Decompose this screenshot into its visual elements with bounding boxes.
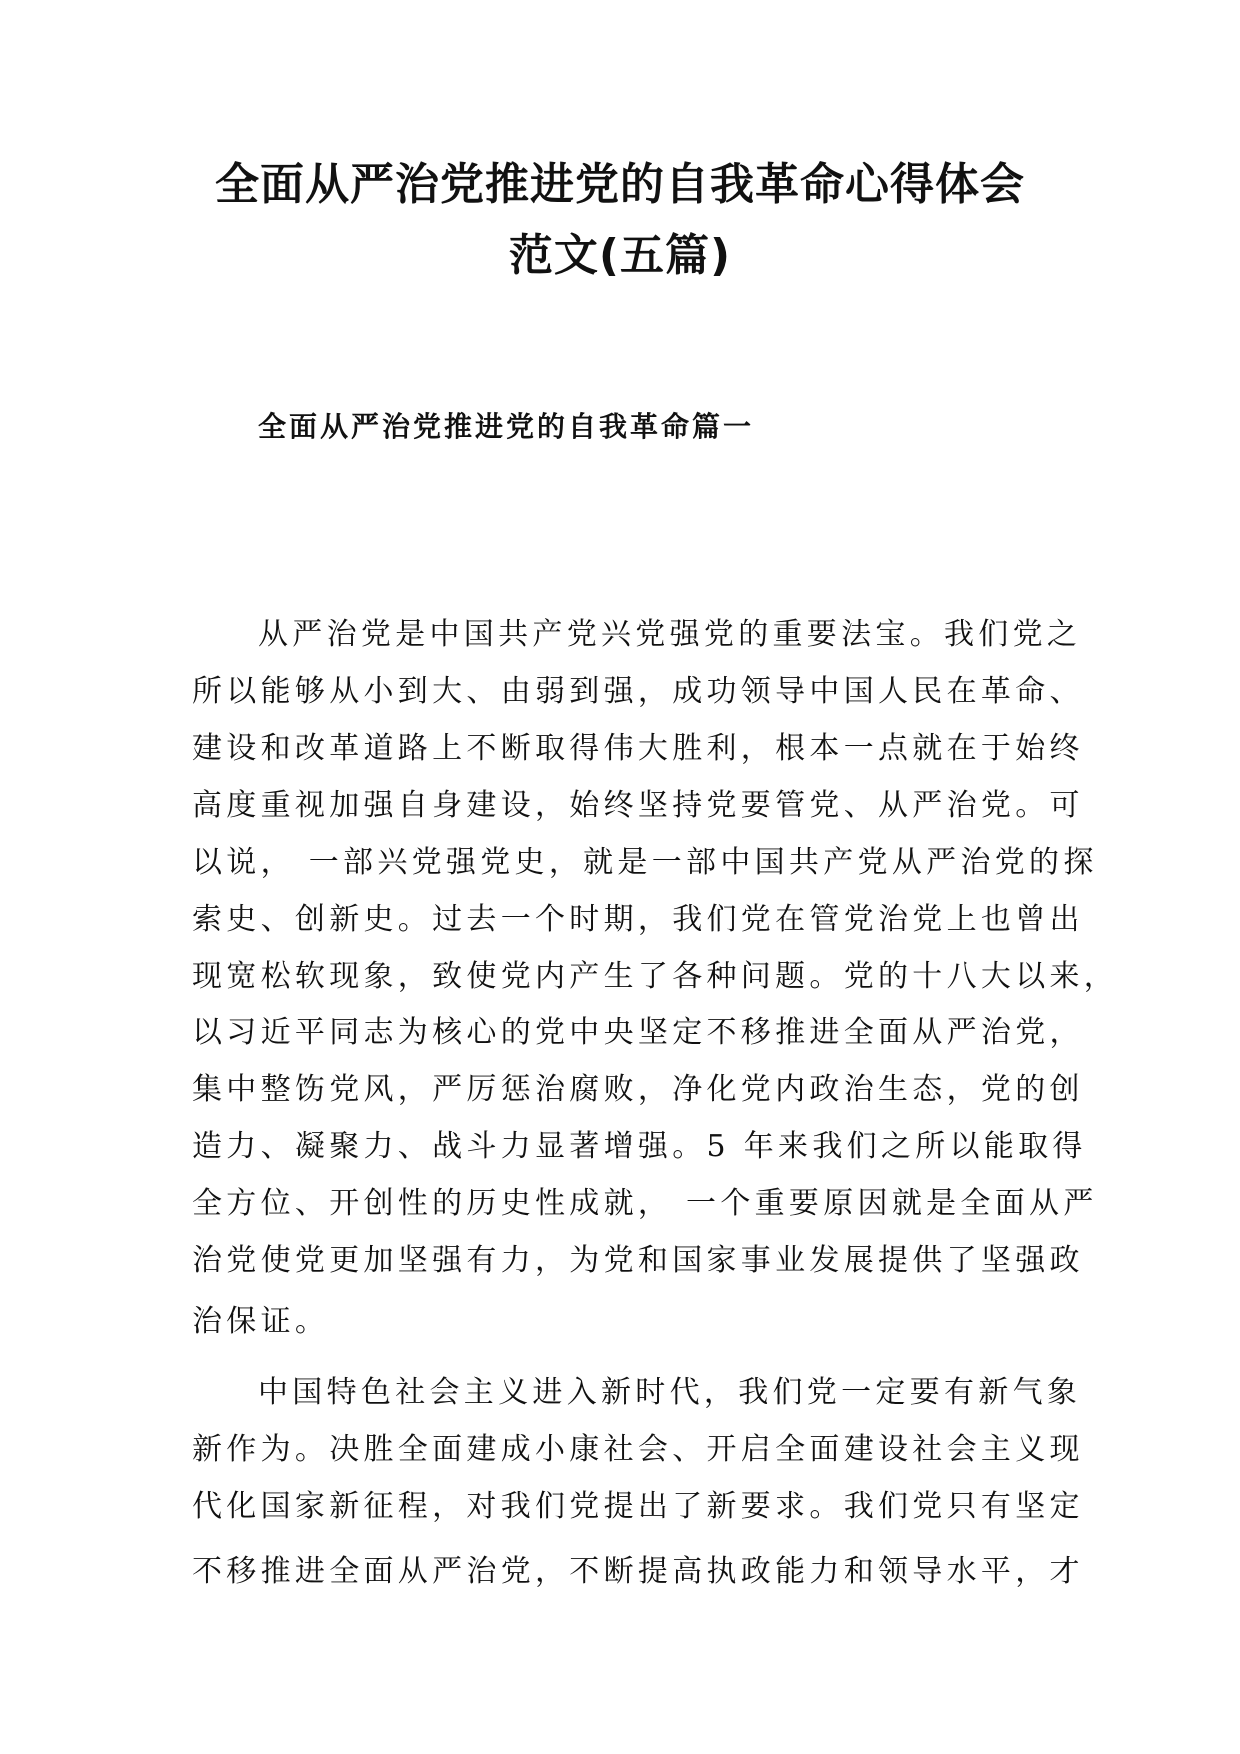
paragraph-1-line: 治党使党更加坚强有力，为党和国家事业发展提供了坚强政 <box>192 1243 1084 1278</box>
paragraph-2-line: 代化国家新征程，对我们党提出了新要求。我们党只有坚定 <box>192 1489 1084 1524</box>
paragraph-1-line: 以习近平同志为核心的党中央坚定不移推进全面从严治党， <box>192 1015 1084 1050</box>
document-title-line-2: 范文(五篇) <box>508 230 732 281</box>
paragraph-1-line: 从严治党是中国共产党兴党强党的重要法宝。我们党之 <box>258 617 1082 652</box>
document-title-line-1: 全面从严治党推进党的自我革命心得体会 <box>215 159 1025 210</box>
paragraph-1-line: 治保证。 <box>192 1304 330 1339</box>
paragraph-2-line: 中国特色社会主义进入新时代，我们党一定要有新气象 <box>258 1375 1082 1410</box>
paragraph-1-line: 建设和改革道路上不断取得伟大胜利，根本一点就在于始终 <box>192 731 1084 766</box>
paragraph-2-line: 不移推进全面从严治党，不断提高执政能力和领导水平，才 <box>192 1554 1084 1589</box>
paragraph-1-line: 所以能够从小到大、由弱到强，成功领导中国人民在革命、 <box>192 674 1084 709</box>
paragraph-1-line: 现宽松软现象，致使党内产生了各种问题。党的十八大以来， <box>192 959 1119 994</box>
paragraph-1-line: 造力、凝聚力、战斗力显著增强。5 年来我们之所以能取得 <box>192 1129 1087 1164</box>
paragraph-1-line: 集中整饬党风，严厉惩治腐败，净化党内政治生态，党的创 <box>192 1072 1084 1107</box>
paragraph-1-line: 以说， 一部兴党强党史，就是一部中国共产党从严治党的探 <box>192 845 1098 880</box>
paragraph-1-line: 索史、创新史。过去一个时期，我们党在管党治党上也曾出 <box>192 902 1084 937</box>
section-heading: 全面从严治党推进党的自我革命篇一 <box>258 410 755 443</box>
paragraph-1-line: 全方位、开创性的历史性成就， 一个重要原因就是全面从严 <box>192 1186 1098 1221</box>
paragraph-2-line: 新作为。决胜全面建成小康社会、开启全面建设社会主义现 <box>192 1432 1084 1467</box>
paragraph-1-line: 高度重视加强自身建设，始终坚持党要管党、从严治党。可 <box>192 788 1084 823</box>
